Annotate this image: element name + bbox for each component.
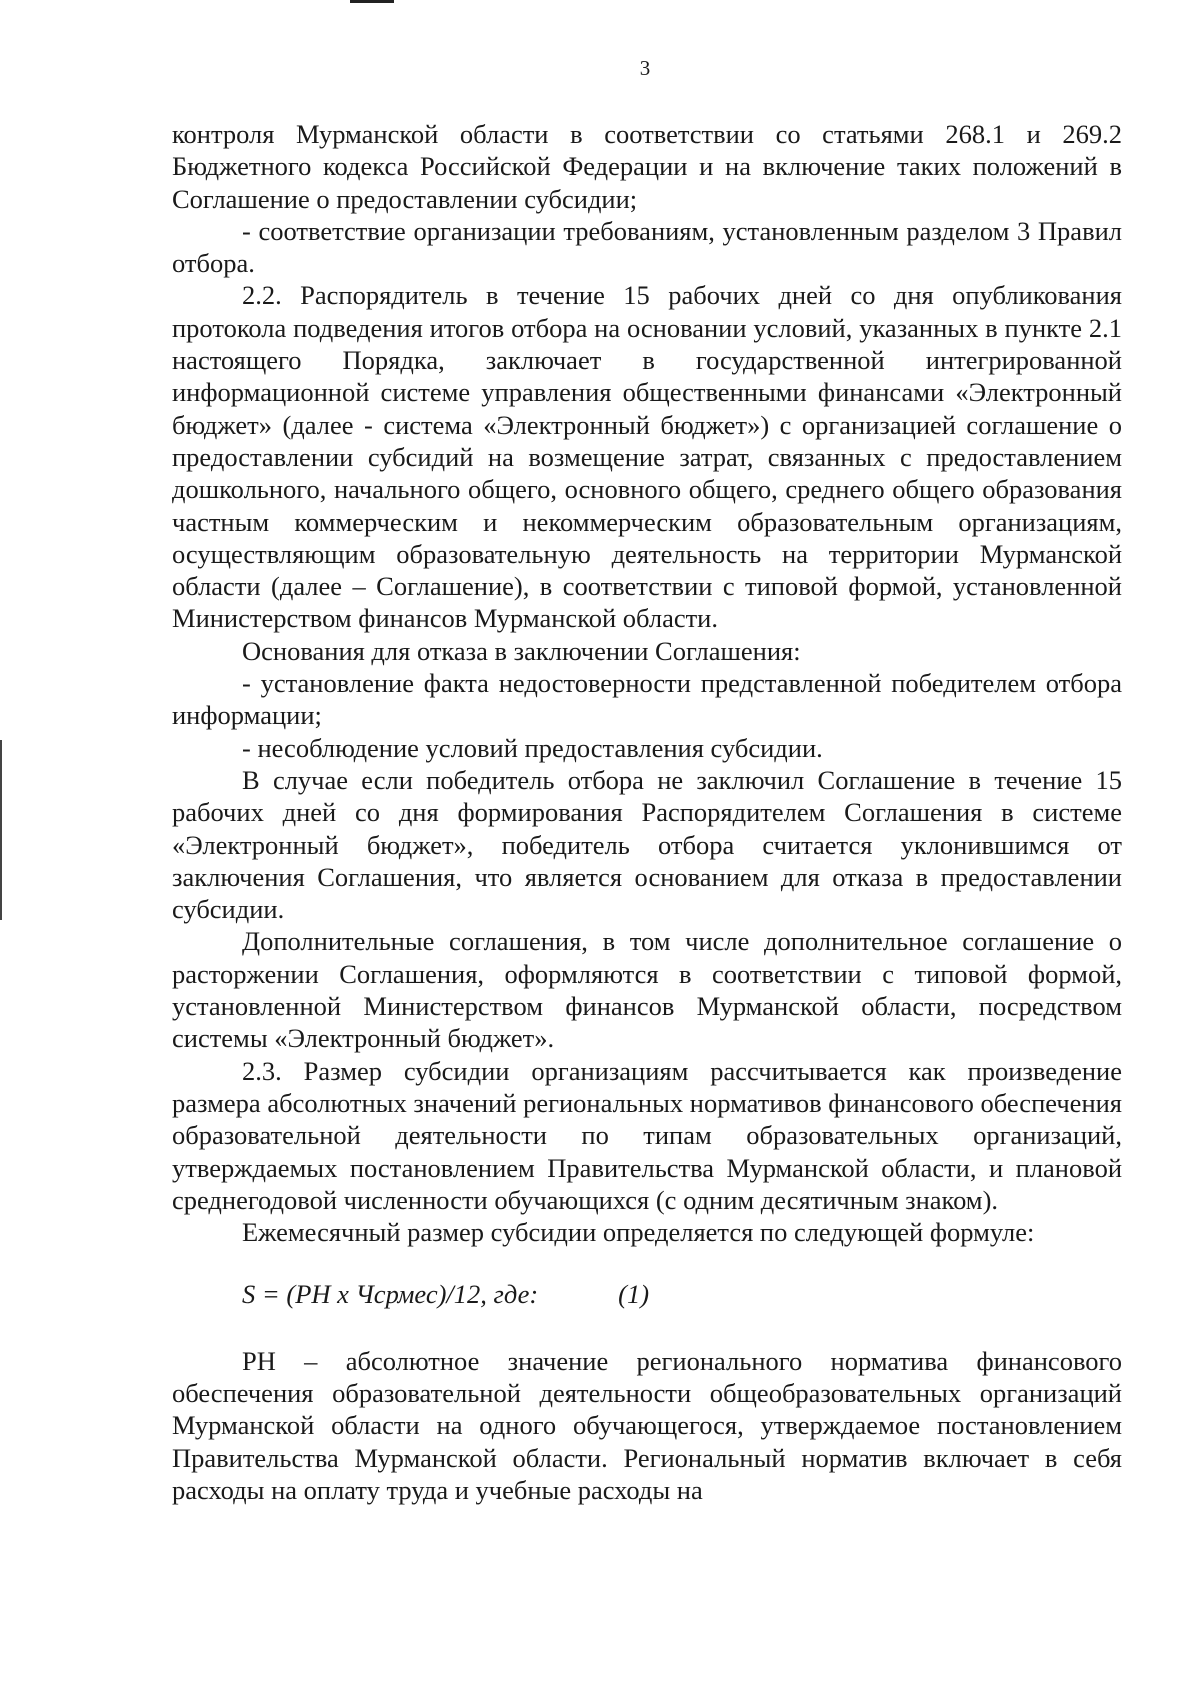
paragraph-6: - несоблюдение условий предоставления субсидии. (242, 732, 823, 763)
paragraph-10: Ежемесячный размер субсидии определяется по следующей формуле: (242, 1217, 1035, 1248)
paragraph-2: - соответствие организации требованиям, установленным разделом 3 Правил отбора. (172, 215, 1122, 279)
formula (172, 1278, 1122, 1310)
formula-number: (1) (618, 1279, 650, 1310)
document-body (172, 118, 1122, 1506)
paragraph-11: РН – абсолютное значение регионального норматива финансового обеспечения образовательной деятельности общеобразовательных организаций Мурманской области на одного обучающегося, утверждаемое постановлением Правительства Мурманской области. Региональный норматив включает в себя расходы на оплату труда и учебные расходы на (172, 1345, 1122, 1505)
paragraph-8: Дополнительные соглашения, в том числе дополнительное соглашение о расторжении Соглашения, оформляются в соответствии с типовой формой, установленной Министерством финансов Мурманской области, посредством системы «Электронный бюджет». (172, 926, 1122, 1054)
paragraph-7: В случае если победитель отбора не заключил Соглашение в течение 15 рабочих дней со дня формирования Распорядителем Соглашения в системе «Электронный бюджет», победитель отбора считается уклонившимся от заключения Соглашения, что является основанием для отказа в предоставлении субсидии. (172, 764, 1122, 925)
paragraph-3: 2.2. Распорядитель в течение 15 рабочих дней со дня опубликования протокола подведения итогов отбора на основании условий, указанных в пункте 2.1 настоящего Порядка, заключает в государственной интегрированной информационной системе управления общественными финансами «Электронный бюджет» (далее - система «Электронный бюджет») с организацией соглашение о предоставлении субсидий на возмещение затрат, связанных с предоставлением дошкольного, начального общего, основного общего, среднего общего образования частным коммерческим и некоммерческим образовательным организациям, осуществляющим образовательную деятельность на территории Мурманской области (далее – Соглашение), в соответствии с типовой формой, установленной Министерством финансов Мурманской области. (172, 280, 1122, 634)
scan-artifact-edge (0, 740, 2, 920)
page-number: 3 (639, 56, 651, 80)
formula-text: S = (РН х Чсрмес)/12, где: (242, 1279, 539, 1310)
paragraph-4: Основания для отказа в заключении Соглашения: (242, 635, 801, 666)
paragraph-5: - установление факта недостоверности представленной победителем отбора информации; (172, 668, 1122, 731)
scan-artifact-top (350, 0, 394, 3)
paragraph-1: контроля Мурманской области в соответствии со статьями 268.1 и 269.2 Бюджетного кодекса Российской Федерации и на включение таких положений в Соглашение о предоставлении субсидии; (172, 119, 1122, 214)
paragraph-9: 2.3. Размер субсидии организациям рассчитывается как произведение размера абсолютных значений региональных нормативов финансового обеспечения образовательной деятельности по типам образовательных организаций, утверждаемых постановлением Правительства Мурманской области, и плановой среднегодовой численности обучающихся (с одним десятичным знаком). (172, 1055, 1122, 1215)
